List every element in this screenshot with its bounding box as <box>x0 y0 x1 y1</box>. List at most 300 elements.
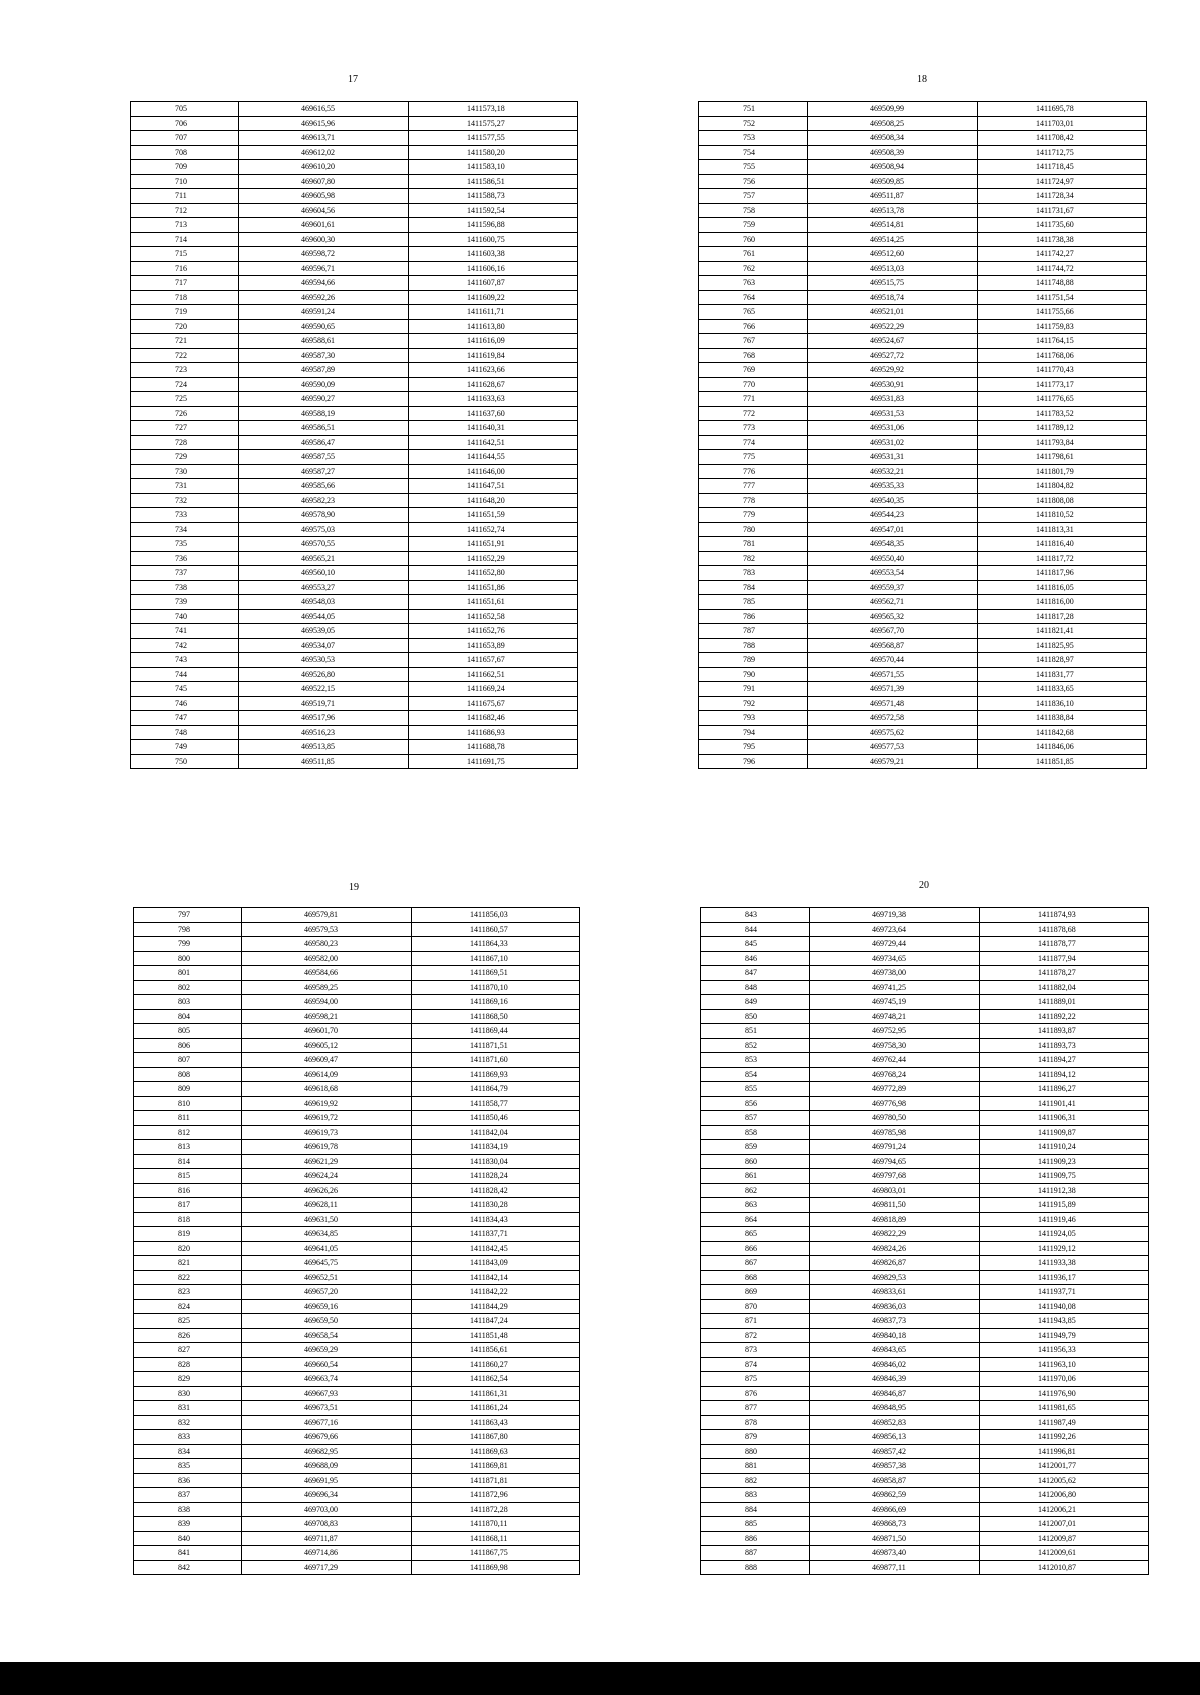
table-row <box>134 1154 580 1169</box>
table-row <box>701 1357 1149 1372</box>
coordinates-table-17 <box>130 101 578 769</box>
table-row <box>134 1386 580 1401</box>
table-row <box>699 189 1147 204</box>
y-coordinate-cell: 1411657,67 <box>409 653 578 668</box>
x-coordinate-cell: 469587,89 <box>239 363 409 378</box>
x-coordinate-cell: 469618,68 <box>242 1082 412 1097</box>
x-coordinate-cell: 469531,31 <box>808 450 978 465</box>
point-number-cell: 829 <box>134 1372 242 1387</box>
point-number-cell: 847 <box>701 966 810 981</box>
x-coordinate-cell: 469696,34 <box>242 1488 412 1503</box>
y-coordinate-cell: 1412005,62 <box>980 1473 1149 1488</box>
x-coordinate-cell: 469509,85 <box>808 174 978 189</box>
table-row <box>699 363 1147 378</box>
table-row <box>701 966 1149 981</box>
x-coordinate-cell: 469550,40 <box>808 551 978 566</box>
y-coordinate-cell: 1411828,42 <box>412 1183 580 1198</box>
point-number-cell: 710 <box>131 174 239 189</box>
point-number-cell: 788 <box>699 638 808 653</box>
x-coordinate-cell: 469539,05 <box>239 624 409 639</box>
y-coordinate-cell: 1411889,01 <box>980 995 1149 1010</box>
table-row <box>131 667 578 682</box>
x-coordinate-cell: 469577,53 <box>808 740 978 755</box>
point-number-cell: 784 <box>699 580 808 595</box>
table-row <box>701 1285 1149 1300</box>
x-coordinate-cell: 469522,29 <box>808 319 978 334</box>
y-coordinate-cell: 1411830,04 <box>412 1154 580 1169</box>
table-row <box>131 276 578 291</box>
table-row <box>701 937 1149 952</box>
x-coordinate-cell: 469587,30 <box>239 348 409 363</box>
y-coordinate-cell: 1411842,04 <box>412 1125 580 1140</box>
x-coordinate-cell: 469514,25 <box>808 232 978 247</box>
y-coordinate-cell: 1411872,28 <box>412 1502 580 1517</box>
x-coordinate-cell: 469524,67 <box>808 334 978 349</box>
y-coordinate-cell: 1411759,83 <box>978 319 1147 334</box>
x-coordinate-cell: 469598,72 <box>239 247 409 262</box>
table-row <box>131 247 578 262</box>
point-number-cell: 873 <box>701 1343 810 1358</box>
x-coordinate-cell: 469571,55 <box>808 667 978 682</box>
y-coordinate-cell: 1411856,61 <box>412 1343 580 1358</box>
x-coordinate-cell: 469667,93 <box>242 1386 412 1401</box>
point-number-cell: 826 <box>134 1328 242 1343</box>
x-coordinate-cell: 469843,65 <box>810 1343 980 1358</box>
x-coordinate-cell: 469829,53 <box>810 1270 980 1285</box>
x-coordinate-cell: 469836,03 <box>810 1299 980 1314</box>
y-coordinate-cell: 1411894,27 <box>980 1053 1149 1068</box>
y-coordinate-cell: 1411996,81 <box>980 1444 1149 1459</box>
x-coordinate-cell: 469614,09 <box>242 1067 412 1082</box>
x-coordinate-cell: 469868,73 <box>810 1517 980 1532</box>
y-coordinate-cell: 1411651,91 <box>409 537 578 552</box>
y-coordinate-cell: 1411691,75 <box>409 754 578 769</box>
y-coordinate-cell: 1411864,33 <box>412 937 580 952</box>
x-coordinate-cell: 469513,85 <box>239 740 409 755</box>
y-coordinate-cell: 1411651,61 <box>409 595 578 610</box>
x-coordinate-cell: 469824,26 <box>810 1241 980 1256</box>
table-row <box>699 116 1147 131</box>
point-number-cell: 802 <box>134 980 242 995</box>
table-row <box>131 319 578 334</box>
y-coordinate-cell: 1411596,88 <box>409 218 578 233</box>
x-coordinate-cell: 469734,65 <box>810 951 980 966</box>
scan-bottom-border <box>0 1662 1200 1695</box>
x-coordinate-cell: 469540,35 <box>808 493 978 508</box>
point-number-cell: 743 <box>131 653 239 668</box>
x-coordinate-cell: 469582,00 <box>242 951 412 966</box>
table-row <box>699 131 1147 146</box>
point-number-cell: 831 <box>134 1401 242 1416</box>
point-number-cell: 861 <box>701 1169 810 1184</box>
table-row <box>699 464 1147 479</box>
table-row <box>699 261 1147 276</box>
y-coordinate-cell: 1412006,80 <box>980 1488 1149 1503</box>
y-coordinate-cell: 1411580,20 <box>409 145 578 160</box>
x-coordinate-cell: 469509,99 <box>808 102 978 117</box>
x-coordinate-cell: 469519,71 <box>239 696 409 711</box>
x-coordinate-cell: 469530,91 <box>808 377 978 392</box>
table-row <box>699 406 1147 421</box>
x-coordinate-cell: 469758,30 <box>810 1038 980 1053</box>
point-number-cell: 713 <box>131 218 239 233</box>
table-row <box>134 1343 580 1358</box>
point-number-cell: 822 <box>134 1270 242 1285</box>
x-coordinate-cell: 469659,50 <box>242 1314 412 1329</box>
page-number-19: 19 <box>349 882 359 893</box>
point-number-cell: 738 <box>131 580 239 595</box>
table-row <box>131 290 578 305</box>
y-coordinate-cell: 1411843,09 <box>412 1256 580 1271</box>
point-number-cell: 764 <box>699 290 808 305</box>
point-number-cell: 715 <box>131 247 239 262</box>
x-coordinate-cell: 469601,70 <box>242 1024 412 1039</box>
x-coordinate-cell: 469544,05 <box>239 609 409 624</box>
y-coordinate-cell: 1411703,01 <box>978 116 1147 131</box>
point-number-cell: 754 <box>699 145 808 160</box>
table-row <box>699 696 1147 711</box>
x-coordinate-cell: 469512,60 <box>808 247 978 262</box>
table-row <box>131 392 578 407</box>
table-row <box>699 522 1147 537</box>
y-coordinate-cell: 1411682,46 <box>409 711 578 726</box>
table-row <box>699 203 1147 218</box>
point-number-cell: 718 <box>131 290 239 305</box>
table-row <box>701 1169 1149 1184</box>
table-row <box>131 754 578 769</box>
y-coordinate-cell: 1411821,41 <box>978 624 1147 639</box>
x-coordinate-cell: 469621,29 <box>242 1154 412 1169</box>
table-row <box>701 1459 1149 1474</box>
point-number-cell: 727 <box>131 421 239 436</box>
y-coordinate-cell: 1411724,97 <box>978 174 1147 189</box>
table-row <box>134 1415 580 1430</box>
x-coordinate-cell: 469565,32 <box>808 609 978 624</box>
point-number-cell: 800 <box>134 951 242 966</box>
y-coordinate-cell: 1411834,19 <box>412 1140 580 1155</box>
point-number-cell: 830 <box>134 1386 242 1401</box>
table-row <box>131 363 578 378</box>
table-row <box>699 392 1147 407</box>
table-row <box>131 450 578 465</box>
x-coordinate-cell: 469553,54 <box>808 566 978 581</box>
table-row <box>131 537 578 552</box>
point-number-cell: 824 <box>134 1299 242 1314</box>
y-coordinate-cell: 1412001,77 <box>980 1459 1149 1474</box>
point-number-cell: 755 <box>699 160 808 175</box>
table-row <box>701 1241 1149 1256</box>
table-row <box>134 1009 580 1024</box>
y-coordinate-cell: 1411573,18 <box>409 102 578 117</box>
table-row <box>131 435 578 450</box>
x-coordinate-cell: 469594,00 <box>242 995 412 1010</box>
table-row <box>131 653 578 668</box>
table-row <box>699 174 1147 189</box>
x-coordinate-cell: 469605,12 <box>242 1038 412 1053</box>
y-coordinate-cell: 1411652,80 <box>409 566 578 581</box>
point-number-cell: 742 <box>131 638 239 653</box>
x-coordinate-cell: 469514,81 <box>808 218 978 233</box>
y-coordinate-cell: 1411834,43 <box>412 1212 580 1227</box>
y-coordinate-cell: 1411869,51 <box>412 966 580 981</box>
table-row <box>699 754 1147 769</box>
x-coordinate-cell: 469862,59 <box>810 1488 980 1503</box>
point-number-cell: 722 <box>131 348 239 363</box>
table-row <box>131 145 578 160</box>
point-number-cell: 776 <box>699 464 808 479</box>
table-row <box>134 1430 580 1445</box>
table-row <box>134 1140 580 1155</box>
point-number-cell: 807 <box>134 1053 242 1068</box>
point-number-cell: 792 <box>699 696 808 711</box>
x-coordinate-cell: 469619,92 <box>242 1096 412 1111</box>
y-coordinate-cell: 1411864,79 <box>412 1082 580 1097</box>
point-number-cell: 801 <box>134 966 242 981</box>
table-row <box>701 1154 1149 1169</box>
y-coordinate-cell: 1411860,57 <box>412 922 580 937</box>
y-coordinate-cell: 1411653,89 <box>409 638 578 653</box>
table-row <box>131 174 578 189</box>
point-number-cell: 843 <box>701 908 810 923</box>
x-coordinate-cell: 469511,87 <box>808 189 978 204</box>
y-coordinate-cell: 1411919,46 <box>980 1212 1149 1227</box>
x-coordinate-cell: 469529,92 <box>808 363 978 378</box>
table-row <box>701 1198 1149 1213</box>
x-coordinate-cell: 469612,02 <box>239 145 409 160</box>
point-number-cell: 883 <box>701 1488 810 1503</box>
x-coordinate-cell: 469723,64 <box>810 922 980 937</box>
table-row <box>701 908 1149 923</box>
point-number-cell: 740 <box>131 609 239 624</box>
table-row <box>131 522 578 537</box>
point-number-cell: 865 <box>701 1227 810 1242</box>
y-coordinate-cell: 1411871,51 <box>412 1038 580 1053</box>
x-coordinate-cell: 469588,19 <box>239 406 409 421</box>
table-row <box>701 1053 1149 1068</box>
x-coordinate-cell: 469578,90 <box>239 508 409 523</box>
point-number-cell: 859 <box>701 1140 810 1155</box>
point-number-cell: 799 <box>134 937 242 952</box>
point-number-cell: 838 <box>134 1502 242 1517</box>
point-number-cell: 733 <box>131 508 239 523</box>
point-number-cell: 854 <box>701 1067 810 1082</box>
table-row <box>131 305 578 320</box>
table-row <box>699 435 1147 450</box>
table-row <box>131 725 578 740</box>
table-row <box>131 740 578 755</box>
y-coordinate-cell: 1411878,77 <box>980 937 1149 952</box>
y-coordinate-cell: 1411909,75 <box>980 1169 1149 1184</box>
y-coordinate-cell: 1411588,73 <box>409 189 578 204</box>
x-coordinate-cell: 469857,42 <box>810 1444 980 1459</box>
point-number-cell: 774 <box>699 435 808 450</box>
x-coordinate-cell: 469513,03 <box>808 261 978 276</box>
y-coordinate-cell: 1411894,12 <box>980 1067 1149 1082</box>
y-coordinate-cell: 1411933,38 <box>980 1256 1149 1271</box>
y-coordinate-cell: 1411652,76 <box>409 624 578 639</box>
y-coordinate-cell: 1411603,38 <box>409 247 578 262</box>
point-number-cell: 833 <box>134 1430 242 1445</box>
y-coordinate-cell: 1411695,78 <box>978 102 1147 117</box>
x-coordinate-cell: 469568,87 <box>808 638 978 653</box>
table-row <box>134 1024 580 1039</box>
point-number-cell: 877 <box>701 1401 810 1416</box>
point-number-cell: 775 <box>699 450 808 465</box>
point-number-cell: 750 <box>131 754 239 769</box>
y-coordinate-cell: 1411583,10 <box>409 160 578 175</box>
x-coordinate-cell: 469548,03 <box>239 595 409 610</box>
point-number-cell: 748 <box>131 725 239 740</box>
table-row <box>701 1024 1149 1039</box>
table-row <box>131 203 578 218</box>
point-number-cell: 772 <box>699 406 808 421</box>
y-coordinate-cell: 1411870,10 <box>412 980 580 995</box>
table-row <box>701 1096 1149 1111</box>
x-coordinate-cell: 469652,51 <box>242 1270 412 1285</box>
y-coordinate-cell: 1411956,33 <box>980 1343 1149 1358</box>
table-row <box>701 922 1149 937</box>
y-coordinate-cell: 1411868,50 <box>412 1009 580 1024</box>
point-number-cell: 872 <box>701 1328 810 1343</box>
point-number-cell: 806 <box>134 1038 242 1053</box>
x-coordinate-cell: 469571,48 <box>808 696 978 711</box>
table-row <box>134 1198 580 1213</box>
table-row <box>131 116 578 131</box>
point-number-cell: 856 <box>701 1096 810 1111</box>
x-coordinate-cell: 469579,53 <box>242 922 412 937</box>
y-coordinate-cell: 1411755,66 <box>978 305 1147 320</box>
point-number-cell: 711 <box>131 189 239 204</box>
table-row <box>701 951 1149 966</box>
y-coordinate-cell: 1411981,65 <box>980 1401 1149 1416</box>
table-row <box>131 421 578 436</box>
table-row <box>701 1415 1149 1430</box>
y-coordinate-cell: 1411817,28 <box>978 609 1147 624</box>
x-coordinate-cell: 469752,95 <box>810 1024 980 1039</box>
y-coordinate-cell: 1411861,24 <box>412 1401 580 1416</box>
point-number-cell: 839 <box>134 1517 242 1532</box>
x-coordinate-cell: 469598,21 <box>242 1009 412 1024</box>
table-row <box>699 624 1147 639</box>
point-number-cell: 777 <box>699 479 808 494</box>
y-coordinate-cell: 1411987,49 <box>980 1415 1149 1430</box>
point-number-cell: 752 <box>699 116 808 131</box>
point-number-cell: 746 <box>131 696 239 711</box>
point-number-cell: 860 <box>701 1154 810 1169</box>
point-number-cell: 779 <box>699 508 808 523</box>
table-row <box>134 1488 580 1503</box>
y-coordinate-cell: 1411623,66 <box>409 363 578 378</box>
point-number-cell: 864 <box>701 1212 810 1227</box>
x-coordinate-cell: 469518,74 <box>808 290 978 305</box>
y-coordinate-cell: 1411909,87 <box>980 1125 1149 1140</box>
x-coordinate-cell: 469826,87 <box>810 1256 980 1271</box>
x-coordinate-cell: 469531,06 <box>808 421 978 436</box>
x-coordinate-cell: 469619,72 <box>242 1111 412 1126</box>
table-row <box>131 160 578 175</box>
point-number-cell: 732 <box>131 493 239 508</box>
x-coordinate-cell: 469588,61 <box>239 334 409 349</box>
table-row <box>701 1082 1149 1097</box>
y-coordinate-cell: 1411940,08 <box>980 1299 1149 1314</box>
x-coordinate-cell: 469748,21 <box>810 1009 980 1024</box>
point-number-cell: 870 <box>701 1299 810 1314</box>
table-row <box>134 1401 580 1416</box>
y-coordinate-cell: 1411901,41 <box>980 1096 1149 1111</box>
table-row <box>131 131 578 146</box>
table-row <box>701 1227 1149 1242</box>
table-row <box>134 1169 580 1184</box>
x-coordinate-cell: 469579,21 <box>808 754 978 769</box>
y-coordinate-cell: 1411770,43 <box>978 363 1147 378</box>
x-coordinate-cell: 469624,24 <box>242 1169 412 1184</box>
x-coordinate-cell: 469631,50 <box>242 1212 412 1227</box>
table-row <box>134 1285 580 1300</box>
table-row <box>131 232 578 247</box>
table-row <box>131 348 578 363</box>
point-number-cell: 762 <box>699 261 808 276</box>
table-row <box>134 1082 580 1097</box>
point-number-cell: 725 <box>131 392 239 407</box>
y-coordinate-cell: 1411728,34 <box>978 189 1147 204</box>
y-coordinate-cell: 1411652,74 <box>409 522 578 537</box>
y-coordinate-cell: 1411871,60 <box>412 1053 580 1068</box>
point-number-cell: 868 <box>701 1270 810 1285</box>
table-row <box>131 580 578 595</box>
x-coordinate-cell: 469601,61 <box>239 218 409 233</box>
point-number-cell: 862 <box>701 1183 810 1198</box>
y-coordinate-cell: 1411937,71 <box>980 1285 1149 1300</box>
y-coordinate-cell: 1411817,72 <box>978 551 1147 566</box>
table-row <box>699 450 1147 465</box>
y-coordinate-cell: 1411869,63 <box>412 1444 580 1459</box>
x-coordinate-cell: 469609,47 <box>242 1053 412 1068</box>
x-coordinate-cell: 469587,27 <box>239 464 409 479</box>
x-coordinate-cell: 469714,86 <box>242 1546 412 1561</box>
point-number-cell: 841 <box>134 1546 242 1561</box>
y-coordinate-cell: 1411652,29 <box>409 551 578 566</box>
point-number-cell: 874 <box>701 1357 810 1372</box>
table-row <box>131 551 578 566</box>
y-coordinate-cell: 1411828,97 <box>978 653 1147 668</box>
table-row <box>131 508 578 523</box>
y-coordinate-cell: 1411751,54 <box>978 290 1147 305</box>
x-coordinate-cell: 469846,02 <box>810 1357 980 1372</box>
table-row <box>134 1372 580 1387</box>
point-number-cell: 719 <box>131 305 239 320</box>
point-number-cell: 730 <box>131 464 239 479</box>
point-number-cell: 756 <box>699 174 808 189</box>
table-row <box>134 937 580 952</box>
table-row <box>134 1531 580 1546</box>
table-row <box>699 638 1147 653</box>
table-row <box>134 951 580 966</box>
table-row <box>701 1531 1149 1546</box>
y-coordinate-cell: 1411906,31 <box>980 1111 1149 1126</box>
point-number-cell: 811 <box>134 1111 242 1126</box>
y-coordinate-cell: 1411669,24 <box>409 682 578 697</box>
x-coordinate-cell: 469544,23 <box>808 508 978 523</box>
x-coordinate-cell: 469840,18 <box>810 1328 980 1343</box>
x-coordinate-cell: 469615,96 <box>239 116 409 131</box>
point-number-cell: 787 <box>699 624 808 639</box>
y-coordinate-cell: 1411816,05 <box>978 580 1147 595</box>
coordinates-table-20 <box>700 907 1149 1575</box>
x-coordinate-cell: 469619,73 <box>242 1125 412 1140</box>
point-number-cell: 785 <box>699 595 808 610</box>
point-number-cell: 879 <box>701 1430 810 1445</box>
y-coordinate-cell: 1411773,17 <box>978 377 1147 392</box>
